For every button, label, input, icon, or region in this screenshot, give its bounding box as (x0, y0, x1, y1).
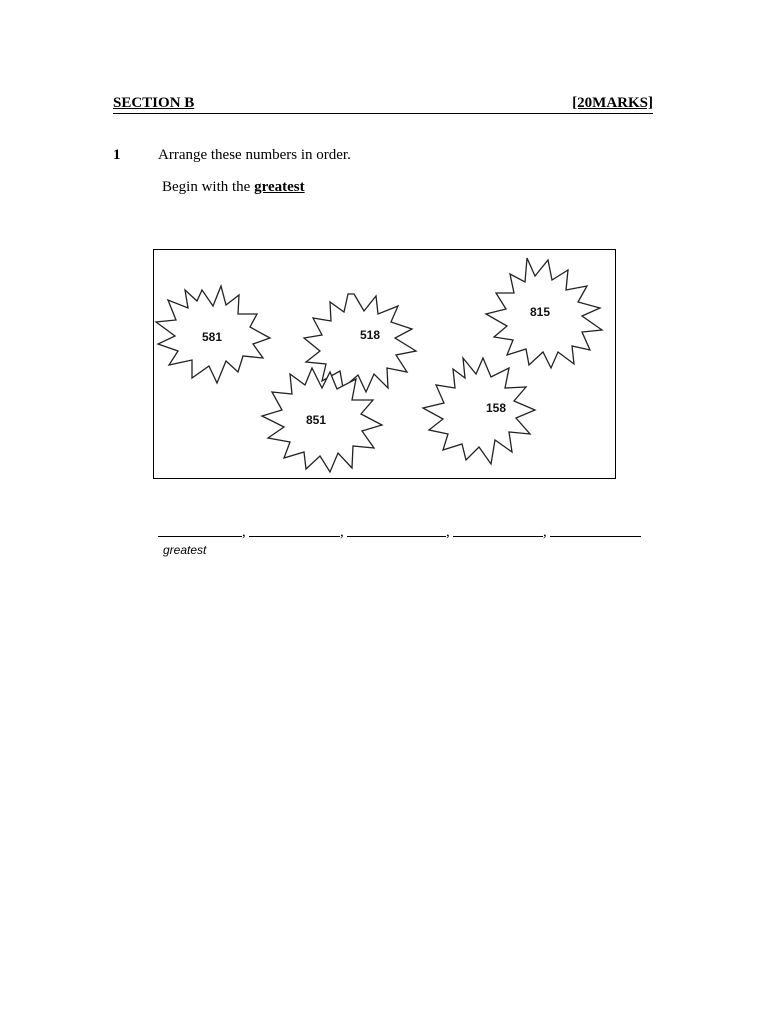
star-number: 518 (359, 328, 381, 342)
question-text: Arrange these numbers in order. (158, 147, 351, 163)
answer-blank-2[interactable] (249, 522, 340, 537)
answer-blank-1[interactable] (158, 522, 242, 537)
section-header (113, 95, 653, 114)
section-marks: [20MARKS] (572, 95, 653, 111)
numbers-box (153, 249, 616, 479)
question-subtext (162, 179, 305, 196)
question-subtext-prefix: Begin with the (162, 179, 255, 195)
star-number: 851 (305, 413, 327, 427)
star-number: 815 (529, 305, 551, 319)
starburst-158 (423, 358, 535, 464)
star-number: 158 (485, 401, 507, 415)
answer-comma: , (543, 524, 547, 540)
answer-comma: , (242, 524, 246, 540)
answer-blank-3[interactable] (347, 522, 446, 537)
starburst-shape (423, 358, 535, 464)
star-number: 581 (201, 330, 223, 344)
numbers-starbursts (154, 250, 617, 480)
answer-blank-4[interactable] (453, 522, 543, 537)
greatest-label: greatest (163, 543, 207, 557)
answer-row (158, 522, 648, 542)
starburst-815 (486, 258, 602, 368)
starburst-shape (304, 294, 416, 392)
starburst-518 (304, 294, 416, 392)
question-subtext-emphasis: greatest (254, 179, 305, 195)
starburst-581 (156, 286, 270, 383)
answer-comma: , (340, 524, 344, 540)
section-title: SECTION B (113, 95, 195, 111)
answer-comma: , (446, 524, 450, 540)
answer-blank-5[interactable] (550, 522, 641, 537)
question-number: 1 (113, 147, 121, 163)
